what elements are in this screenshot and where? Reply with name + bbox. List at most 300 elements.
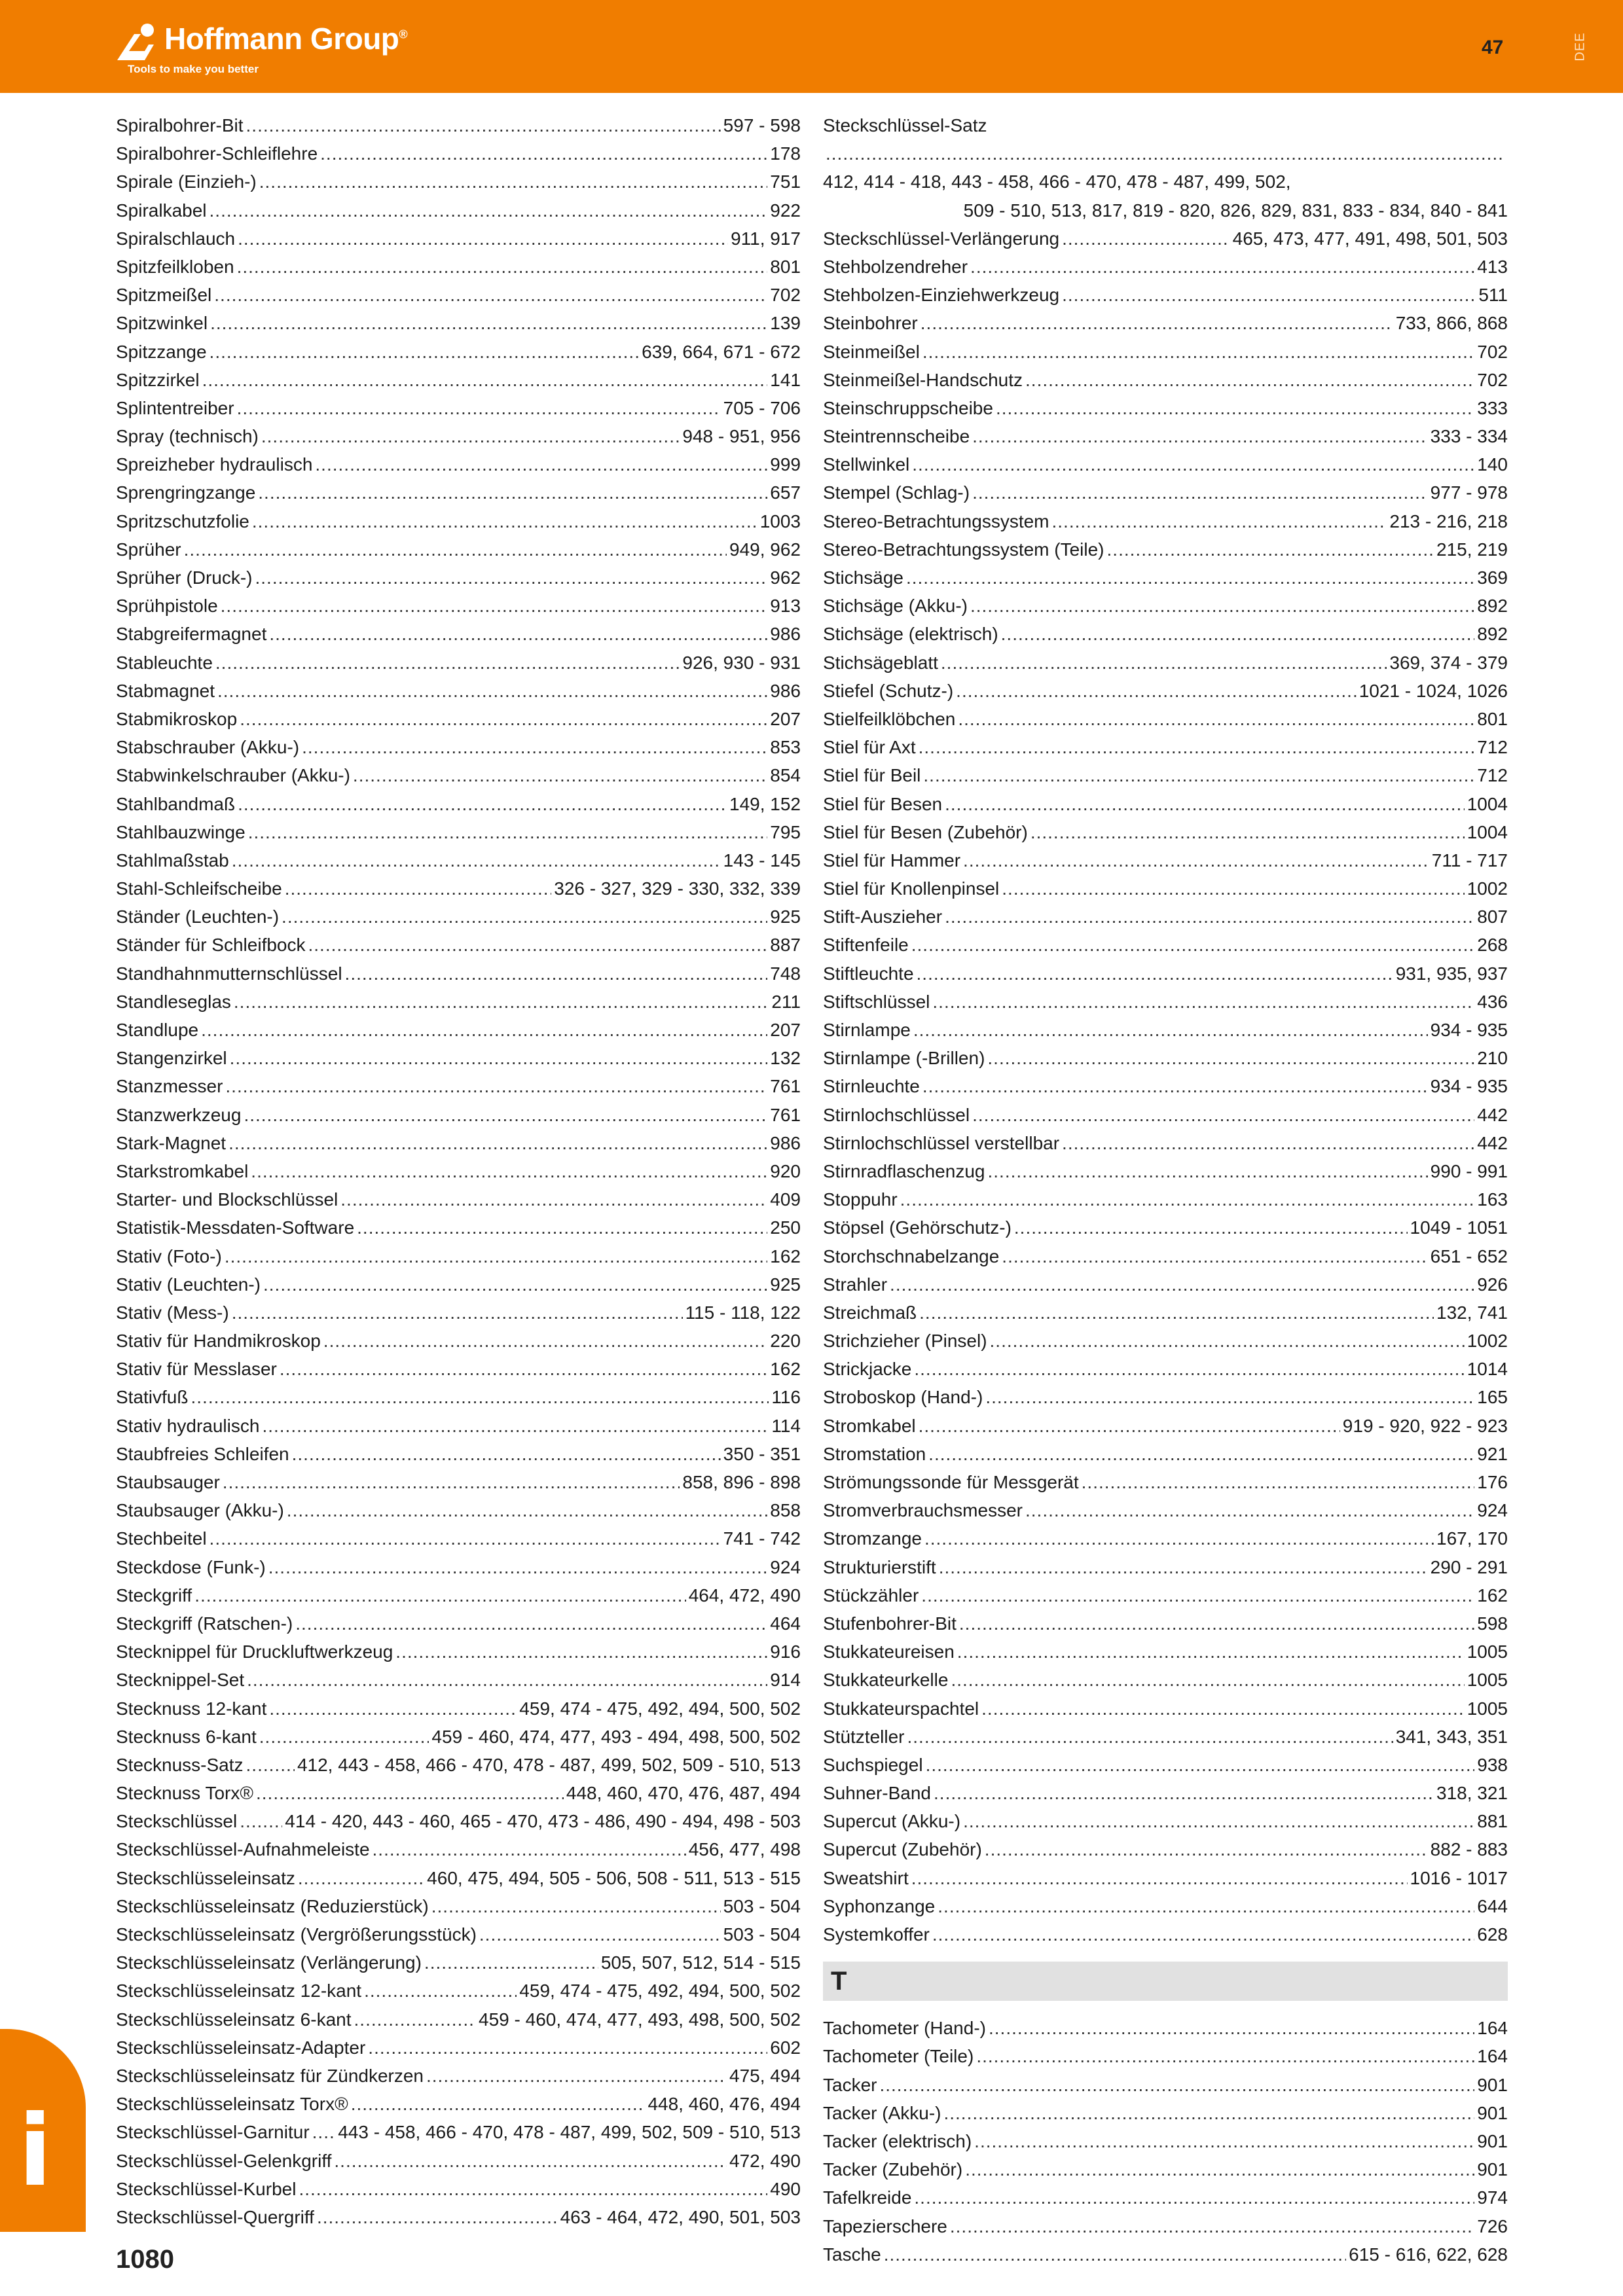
index-entry[interactable] <box>116 1044 801 1072</box>
index-entry[interactable] <box>116 1695 801 1723</box>
dot-leader <box>990 1327 1465 1355</box>
index-entry[interactable] <box>116 535 801 564</box>
dot-leader <box>884 2240 1346 2269</box>
index-entry[interactable] <box>116 2175 801 2203</box>
index-term: Stiel für Beil <box>823 765 921 786</box>
index-term: Standlupe <box>116 1020 199 1040</box>
dot-leader <box>214 281 767 309</box>
index-entry[interactable] <box>116 790 801 818</box>
index-entry[interactable] <box>823 1327 1508 1355</box>
index-entry[interactable] <box>823 1044 1508 1072</box>
header-page-number: 47 <box>1482 37 1504 58</box>
index-term: Stiftenfeile <box>823 935 909 956</box>
index-term: Ständer für Schleifbock <box>116 935 306 956</box>
index-entry[interactable] <box>116 1213 801 1242</box>
index-pages: 882 - 883 <box>1430 1839 1508 1860</box>
index-term: Tasche <box>823 2244 881 2265</box>
dot-leader <box>1002 1242 1427 1270</box>
index-pages: 207 <box>770 708 801 729</box>
index-entry[interactable] <box>116 2203 801 2231</box>
dot-leader <box>972 422 1428 450</box>
index-term: Stativ für Handmikroskop <box>116 1331 321 1352</box>
index-entry[interactable] <box>116 281 801 309</box>
index-entry[interactable] <box>116 1581 801 1609</box>
index-pages: 858 <box>770 1500 801 1521</box>
index-entry[interactable] <box>116 677 801 705</box>
index-entry[interactable] <box>823 1581 1508 1609</box>
index-term: Steckschlüsseleinsatz 6-kant <box>116 2009 352 2030</box>
index-entry[interactable] <box>116 1440 801 1468</box>
index-entry[interactable] <box>823 1779 1508 1807</box>
index-pages: 442 <box>1477 1104 1508 1125</box>
index-entry[interactable] <box>116 1101 801 1129</box>
index-entry[interactable] <box>116 1242 801 1270</box>
index-term: Syphonzange <box>823 1895 936 1916</box>
index-pages: 934 - 935 <box>1430 1020 1508 1041</box>
index-pages: 858, 896 - 898 <box>682 1472 801 1492</box>
index-entry[interactable] <box>823 1609 1508 1638</box>
dot-leader <box>269 1695 517 1723</box>
index-pages: 459, 474 - 475, 492, 494, 500, 502 <box>519 1698 801 1719</box>
index-entry[interactable] <box>823 1157 1508 1185</box>
index-entry[interactable] <box>823 1920 1508 1948</box>
index-term: Spiralschlauch <box>116 228 236 249</box>
index-entry[interactable] <box>823 960 1508 988</box>
index-pages: 926, 930 - 931 <box>682 652 801 673</box>
index-pages: 881 <box>1477 1811 1508 1832</box>
index-entry[interactable] <box>823 1213 1508 1242</box>
index-entry[interactable] <box>823 2127 1508 2155</box>
index-entry[interactable] <box>823 1383 1508 1411</box>
index-entry[interactable] <box>823 1723 1508 1751</box>
index-entry[interactable] <box>823 2212 1508 2240</box>
index-term: Sprengringzange <box>116 482 256 503</box>
dot-leader <box>970 592 1474 620</box>
index-entry[interactable] <box>823 394 1508 422</box>
index-pages: 1004 <box>1467 821 1508 842</box>
dot-leader <box>1062 224 1230 253</box>
index-entry[interactable] <box>116 139 801 168</box>
dot-leader <box>914 1355 1464 1383</box>
dot-leader <box>919 733 1475 761</box>
index-entry[interactable] <box>116 705 801 733</box>
index-entry[interactable] <box>823 1270 1508 1299</box>
dot-leader <box>323 1327 767 1355</box>
index-term: Steckschlüssel-Aufnahmeleiste <box>116 1839 370 1860</box>
index-pages: 139 <box>770 313 801 334</box>
index-term: Steckschlüssel-Verlängerung <box>823 228 1060 249</box>
index-pages: 1002 <box>1467 878 1508 899</box>
index-term: Stehbolzendreher <box>823 256 968 277</box>
index-entry[interactable] <box>116 1327 801 1355</box>
index-entry[interactable] <box>116 253 801 281</box>
index-entry[interactable] <box>116 1468 801 1496</box>
index-pages: 761 <box>770 1076 801 1097</box>
index-pages: 892 <box>1477 624 1508 645</box>
index-entry[interactable] <box>823 620 1508 648</box>
index-entry[interactable] <box>823 2099 1508 2127</box>
dot-leader <box>1002 874 1464 903</box>
dot-leader <box>194 1581 686 1609</box>
dot-leader <box>974 2127 1474 2155</box>
index-pages: 733, 866, 868 <box>1395 313 1508 334</box>
index-term: Supercut (Zubehör) <box>823 1839 982 1860</box>
dot-leader <box>202 366 768 394</box>
dot-leader <box>191 1383 769 1411</box>
index-pages: 901 <box>1477 2159 1508 2180</box>
index-entry[interactable] <box>116 564 801 592</box>
index-entry[interactable] <box>116 1383 801 1411</box>
dot-leader <box>945 790 1465 818</box>
index-entry[interactable] <box>116 2090 801 2118</box>
index-entry[interactable] <box>116 111 801 139</box>
index-entry[interactable] <box>116 1779 801 1807</box>
index-entry[interactable] <box>116 338 801 366</box>
dot-leader <box>255 564 767 592</box>
index-entry[interactable] <box>116 874 801 903</box>
dot-leader <box>368 2034 767 2062</box>
index-entry[interactable] <box>116 394 801 422</box>
dot-leader <box>298 1864 424 1892</box>
index-entry[interactable] <box>116 649 801 677</box>
index-entry[interactable] <box>823 705 1508 733</box>
index-term: Stöpsel (Gehörschutz-) <box>823 1217 1012 1238</box>
index-entry[interactable] <box>823 1412 1508 1440</box>
index-entry[interactable] <box>823 2042 1508 2070</box>
brand-name: Hoffmann Group® <box>164 22 408 56</box>
index-pages: 114 <box>771 1415 801 1436</box>
index-entry[interactable] <box>116 1638 801 1666</box>
dot-leader <box>956 677 1357 705</box>
dot-leader <box>237 253 768 281</box>
index-pages: 475, 494 <box>729 2065 801 2086</box>
index-entry[interactable] <box>116 818 801 846</box>
index-entry[interactable] <box>823 450 1508 478</box>
index-term: Spiralbohrer-Bit <box>116 115 244 135</box>
index-entry[interactable] <box>116 1666 801 1694</box>
index-entry[interactable] <box>116 1355 801 1383</box>
index-entry[interactable] <box>116 1129 801 1157</box>
index-entry[interactable] <box>116 1864 801 1892</box>
index-entry[interactable] <box>823 478 1508 507</box>
index-term: Stukkateurspachtel <box>823 1698 979 1719</box>
index-entry[interactable] <box>823 1185 1508 1213</box>
index-entry[interactable] <box>823 790 1508 818</box>
index-term: Steckschlüssel <box>116 1811 238 1832</box>
index-entry[interactable] <box>116 1723 801 1751</box>
index-entry[interactable] <box>116 422 801 450</box>
index-entry[interactable] <box>823 874 1508 903</box>
index-term: Suhner-Band <box>823 1783 932 1804</box>
index-term: Stanzmesser <box>116 1076 223 1097</box>
index-term: Spitzzange <box>116 341 207 362</box>
index-term: Systemkoffer <box>823 1924 930 1945</box>
index-entry[interactable] <box>823 366 1508 394</box>
dot-leader <box>225 1242 767 1270</box>
index-entry[interactable] <box>116 1157 801 1185</box>
index-term: Starkstromkabel <box>116 1160 249 1181</box>
index-entry[interactable] <box>823 1496 1508 1524</box>
index-pages: 702 <box>770 285 801 306</box>
index-entry[interactable] <box>823 338 1508 366</box>
index-term: Stiftschlüssel <box>823 991 930 1012</box>
index-entry[interactable] <box>116 733 801 761</box>
index-term: Spiralbohrer-Schleiflehre <box>116 143 318 164</box>
index-pages: 977 - 978 <box>1430 482 1508 503</box>
index-term: Stangenzirkel <box>116 1048 227 1069</box>
index-term: Stromverbrauchsmesser <box>823 1500 1023 1521</box>
index-pages: 974 <box>1477 2187 1508 2208</box>
index-entry[interactable] <box>823 1016 1508 1044</box>
dot-leader <box>315 450 767 478</box>
index-entry[interactable] <box>116 366 801 394</box>
dot-leader <box>479 1920 721 1948</box>
index-entry[interactable] <box>823 988 1508 1016</box>
index-entry[interactable] <box>116 2062 801 2090</box>
index-term: Stiel für Besen <box>823 793 943 814</box>
index-entry[interactable] <box>116 1016 801 1044</box>
index-entry[interactable] <box>823 1101 1508 1129</box>
dot-leader <box>917 960 1393 988</box>
index-entry[interactable] <box>116 196 801 224</box>
index-term: Tacker <box>823 2074 877 2095</box>
index-pages: 1005 <box>1467 1670 1508 1691</box>
hoffmann-group-logo[interactable] <box>115 20 408 79</box>
index-entry[interactable] <box>823 1072 1508 1100</box>
index-entry[interactable] <box>116 761 801 789</box>
index-entry[interactable] <box>823 1299 1508 1327</box>
index-entry[interactable] <box>823 224 1508 253</box>
index-entry[interactable] <box>116 224 801 253</box>
dot-leader <box>907 1723 1393 1751</box>
dot-leader <box>246 1751 295 1779</box>
index-entry[interactable] <box>116 846 801 874</box>
index-term: Stabmagnet <box>116 680 215 701</box>
index-entry[interactable] <box>823 111 1508 224</box>
index-entry[interactable] <box>823 846 1508 874</box>
index-pages: 1003 <box>759 511 801 531</box>
index-entry[interactable] <box>823 564 1508 592</box>
index-term: Tafelkreide <box>823 2187 912 2208</box>
dot-leader <box>914 2183 1474 2212</box>
index-entry[interactable] <box>823 1242 1508 1270</box>
index-pages: 887 <box>770 935 801 956</box>
index-term: Stecknuss 12-kant <box>116 1698 267 1719</box>
index-term: Stichsäge (elektrisch) <box>823 624 998 645</box>
index-entry[interactable] <box>116 2034 801 2062</box>
index-entry[interactable] <box>116 450 801 478</box>
index-pages: 164 <box>1477 2046 1508 2067</box>
index-entry[interactable] <box>823 281 1508 309</box>
index-pages: 164 <box>1477 2018 1508 2039</box>
index-term: Stirnlampe <box>823 1020 911 1041</box>
index-pages: 807 <box>1477 906 1508 927</box>
index-entry[interactable] <box>116 1185 801 1213</box>
dot-leader <box>295 1609 767 1638</box>
dot-leader <box>912 450 1474 478</box>
dot-leader <box>1107 535 1434 564</box>
dot-leader <box>911 931 1475 959</box>
index-term: Starter- und Blockschlüssel <box>116 1189 338 1210</box>
index-entry[interactable] <box>116 2118 801 2146</box>
index-term: Stecknuss 6-kant <box>116 1726 257 1747</box>
index-entry[interactable] <box>823 253 1508 281</box>
index-term: Stückzähler <box>823 1585 919 1605</box>
index-entry[interactable] <box>116 1609 801 1638</box>
index-pages: 919 - 920, 922 - 923 <box>1342 1415 1508 1436</box>
index-term: Spiralkabel <box>116 200 207 221</box>
index-term: Spray (technisch) <box>116 426 259 447</box>
index-entry[interactable] <box>116 1072 801 1100</box>
index-entry[interactable] <box>116 507 801 535</box>
index-entry[interactable] <box>823 1440 1508 1468</box>
dot-leader <box>957 1638 1465 1666</box>
index-term: Steinschruppscheibe <box>823 397 993 418</box>
index-entry[interactable] <box>823 677 1508 705</box>
index-entry[interactable] <box>823 1468 1508 1496</box>
index-pages: 914 <box>770 1670 801 1691</box>
logo-mark-icon <box>115 21 160 67</box>
index-entry[interactable] <box>823 2240 1508 2269</box>
index-entry[interactable] <box>116 1920 801 1948</box>
dot-leader <box>987 1157 1427 1185</box>
index-entry[interactable] <box>116 903 801 931</box>
index-term: Spirale (Einzieh-) <box>116 171 257 192</box>
index-pages: 1021 - 1024, 1026 <box>1359 680 1508 701</box>
index-entry[interactable] <box>116 1496 801 1524</box>
index-entry[interactable] <box>823 309 1508 337</box>
index-entry[interactable] <box>823 649 1508 677</box>
index-entry[interactable] <box>823 592 1508 620</box>
index-pages: 511 <box>1478 285 1508 306</box>
index-entry[interactable] <box>823 1892 1508 1920</box>
dot-leader <box>911 1864 1408 1892</box>
index-entry[interactable] <box>116 988 801 1016</box>
index-entry[interactable] <box>116 1270 801 1299</box>
index-pages: 149, 152 <box>729 793 801 814</box>
index-entry[interactable] <box>116 2147 801 2175</box>
index-entry[interactable] <box>823 1355 1508 1383</box>
index-entry[interactable] <box>116 309 801 337</box>
dot-leader <box>184 535 727 564</box>
index-term: Sweatshirt <box>823 1867 909 1888</box>
index-entry[interactable] <box>823 931 1508 959</box>
index-term: Stecknuss-Satz <box>116 1754 244 1775</box>
index-entry[interactable] <box>116 1751 801 1779</box>
index-entry[interactable] <box>823 1835 1508 1863</box>
index-pages: 443 - 458, 466 - 470, 478 - 487, 499, 502, 509 - 510, 513 <box>338 2122 801 2143</box>
index-entry[interactable] <box>116 620 801 648</box>
dot-leader <box>922 338 1474 366</box>
index-entry[interactable] <box>823 507 1508 535</box>
index-entry[interactable] <box>823 733 1508 761</box>
index-pages-continued: 509 - 510, 513, 817, 819 - 820, 826, 829, 831, 833 - 834, 840 - 841 <box>963 200 1508 221</box>
index-entry[interactable] <box>823 1129 1508 1157</box>
index-entry[interactable] <box>116 1948 801 1977</box>
dot-leader <box>354 2005 477 2034</box>
index-pages: 350 - 351 <box>723 1443 801 1464</box>
index-term: Steckschlüssel-Satz <box>823 115 987 135</box>
index-entry[interactable] <box>823 2183 1508 2212</box>
dot-leader <box>965 2155 1474 2183</box>
index-pages: 412, 414 - 418, 443 - 458, 466 - 470, 478 - 487, 499, 502, <box>823 171 1291 192</box>
index-entry[interactable] <box>116 931 801 959</box>
index-entry[interactable] <box>823 1666 1508 1694</box>
index-entry[interactable] <box>823 1524 1508 1552</box>
section-letter: T <box>831 1967 847 1996</box>
index-term: Splintentreiber <box>116 397 234 418</box>
index-entry[interactable] <box>823 818 1508 846</box>
index-entry[interactable] <box>116 2005 801 2034</box>
index-entry[interactable] <box>116 1553 801 1581</box>
index-entry[interactable] <box>116 1412 801 1440</box>
index-pages: 948 - 951, 956 <box>682 426 801 447</box>
index-pages: 1049 - 1051 <box>1410 1217 1508 1238</box>
index-pages: 986 <box>770 1132 801 1153</box>
index-entry[interactable] <box>116 478 801 507</box>
index-term: Stabwinkelschrauber (Akku-) <box>116 765 350 786</box>
index-term: Stroboskop (Hand-) <box>823 1387 983 1408</box>
dot-leader <box>259 1723 429 1751</box>
index-pages: 412, 443 - 458, 466 - 470, 478 - 487, 499, 502, 509 - 510, 513 <box>297 1754 801 1775</box>
dot-leader <box>934 1779 1434 1807</box>
index-pages: 505, 507, 512, 514 - 515 <box>600 1952 801 1973</box>
index-pages: 115 - 118, 122 <box>685 1302 801 1323</box>
index-entry[interactable] <box>823 1751 1508 1779</box>
index-entry[interactable] <box>116 1807 801 1835</box>
dot-leader <box>210 309 767 337</box>
index-pages: 333 <box>1477 397 1508 418</box>
dot-leader <box>976 2042 1474 2070</box>
index-pages: 986 <box>770 680 801 701</box>
index-entry[interactable] <box>823 2071 1508 2099</box>
index-term: Stahlbauzwinge <box>116 821 246 842</box>
index-entry[interactable] <box>116 1299 801 1327</box>
index-entry[interactable] <box>823 1807 1508 1835</box>
index-pages: 712 <box>1477 737 1508 758</box>
index-pages: 503 - 504 <box>723 1924 801 1945</box>
index-term: Stirnlochschlüssel verstellbar <box>823 1132 1060 1153</box>
index-entry[interactable] <box>116 168 801 196</box>
index-entry[interactable] <box>116 1977 801 2005</box>
index-entry[interactable] <box>823 1553 1508 1581</box>
dot-leader <box>334 2147 727 2175</box>
index-entry[interactable] <box>823 2155 1508 2183</box>
index-entry[interactable] <box>116 1835 801 1863</box>
index-entry[interactable] <box>823 1864 1508 1892</box>
index-pages: 702 <box>1477 369 1508 390</box>
index-entry[interactable] <box>823 1695 1508 1723</box>
index-entry[interactable] <box>116 592 801 620</box>
index-entry[interactable] <box>823 2014 1508 2042</box>
dot-leader <box>232 1299 683 1327</box>
index-entry[interactable] <box>116 960 801 988</box>
index-entry[interactable] <box>116 1524 801 1552</box>
index-entry[interactable] <box>823 422 1508 450</box>
index-entry[interactable] <box>823 535 1508 564</box>
index-pages: 1002 <box>1467 1331 1508 1352</box>
dot-leader <box>292 1440 721 1468</box>
dot-leader <box>280 1355 767 1383</box>
index-entry[interactable] <box>116 1892 801 1920</box>
index-pages: 901 <box>1477 2074 1508 2095</box>
dot-leader <box>285 874 552 903</box>
index-entry[interactable] <box>823 761 1508 789</box>
index-pages: 132 <box>770 1048 801 1069</box>
index-entry[interactable] <box>823 903 1508 931</box>
dot-leader <box>951 1666 1464 1694</box>
index-entry[interactable] <box>823 1638 1508 1666</box>
